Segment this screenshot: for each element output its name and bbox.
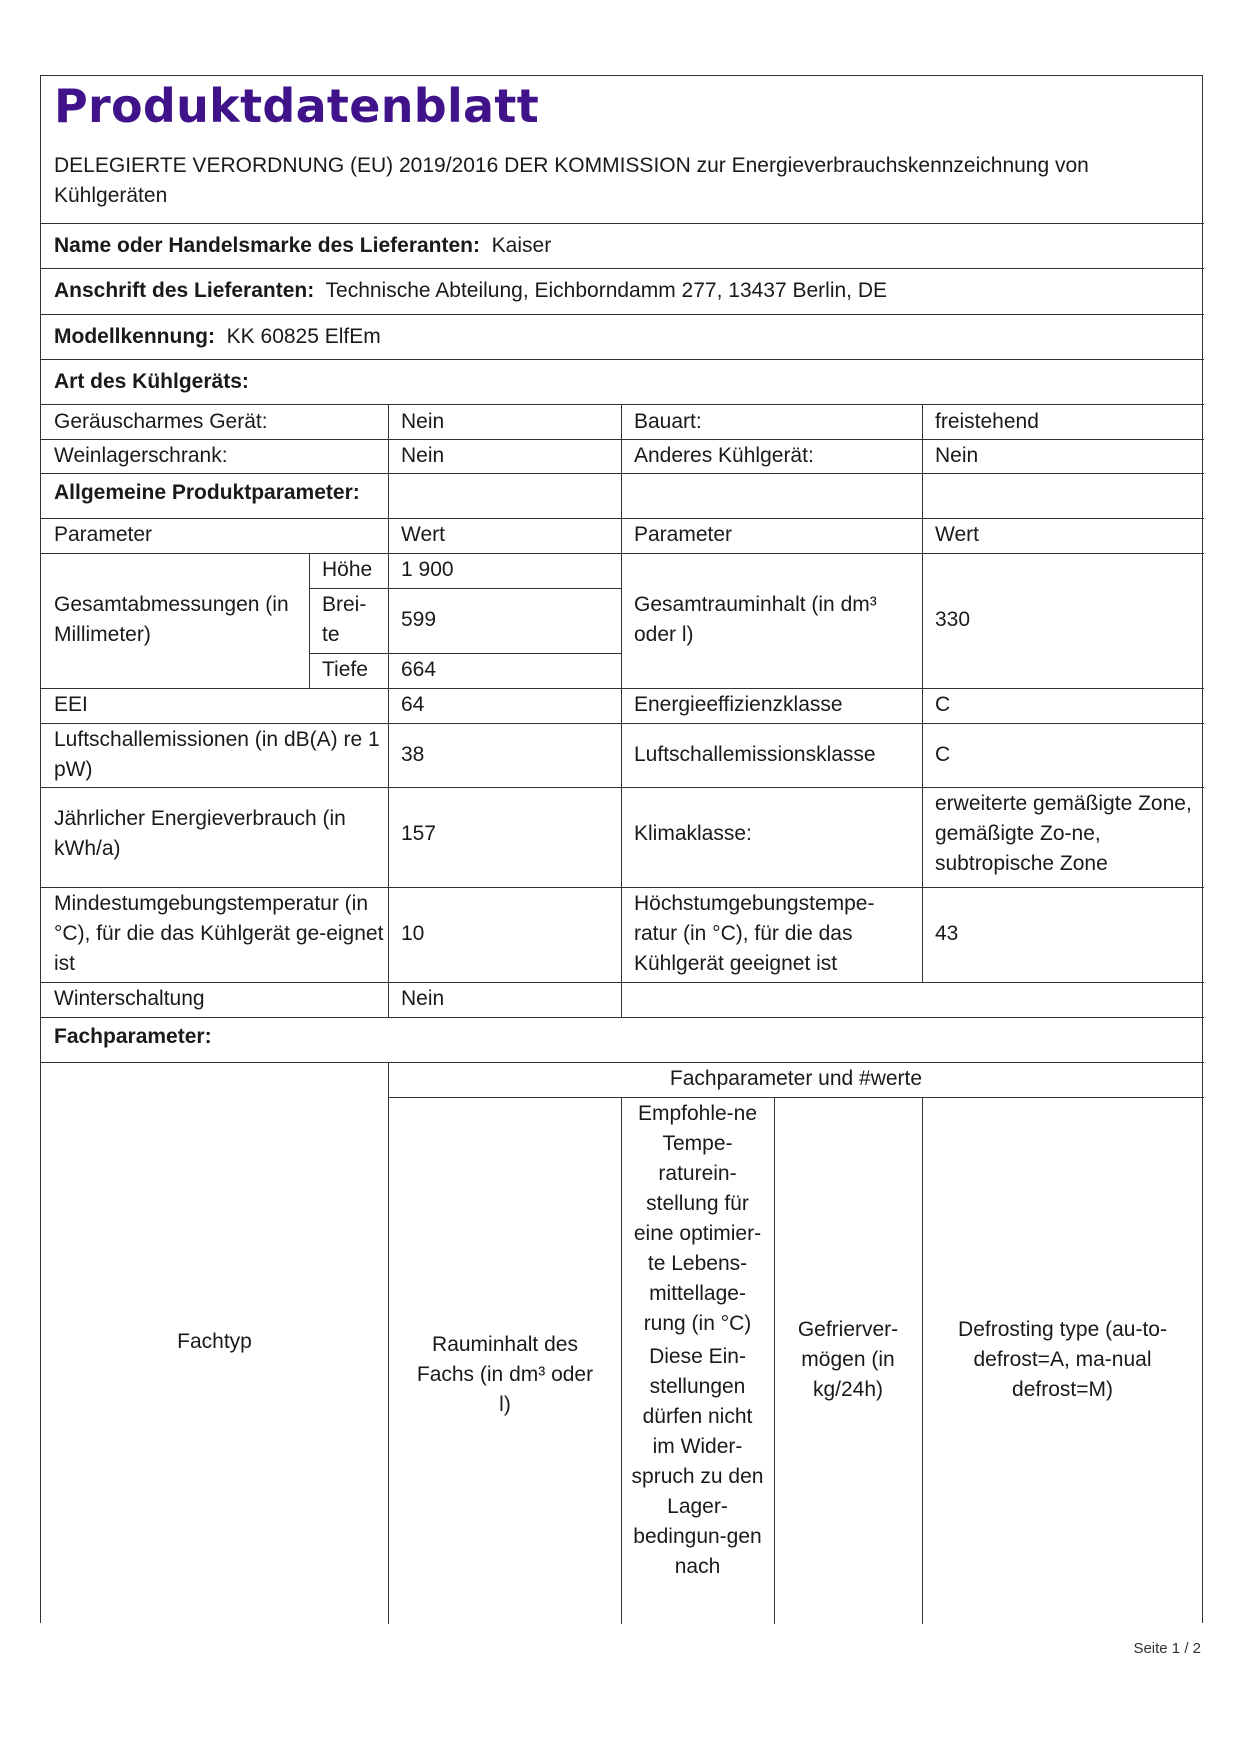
column-divider <box>922 1097 923 1624</box>
eei-value: 64 <box>401 693 425 716</box>
divider <box>41 518 1204 519</box>
divider <box>309 588 621 589</box>
header-parameter-1: Parameter <box>54 523 153 546</box>
regulation-text: DELEGIERTE VERORDNUNG (EU) 2019/2016 DER KOMMISSION zur Energieverbrauchskennzeichnung von Kühlgeräten <box>54 154 1089 207</box>
divider <box>41 223 1204 224</box>
divider <box>41 688 1204 689</box>
height-label: Höhe <box>322 558 373 581</box>
model-row <box>54 322 1194 352</box>
compartment-type-label: Fachtyp <box>177 1330 252 1353</box>
supplier-address-label: Anschrift des Lieferanten: <box>54 279 315 302</box>
construction-label: Bauart: <box>634 410 702 433</box>
divider <box>309 653 621 654</box>
column-divider <box>922 404 923 982</box>
divider <box>388 1097 1204 1098</box>
energy-class-label: Energieeffizienzklasse <box>634 693 843 716</box>
column-divider <box>621 404 622 1017</box>
divider <box>41 268 1204 269</box>
divider <box>41 439 1204 440</box>
climate-label: Klimaklasse: <box>634 822 752 845</box>
noise-value: 38 <box>401 743 425 766</box>
divider <box>41 887 1204 888</box>
supplier-name-row <box>54 231 1194 261</box>
annual-energy-label: Jährlicher Energieverbrauch (in kWh/a) <box>54 807 346 860</box>
construction-value: freistehend <box>935 410 1039 433</box>
column-divider <box>774 1097 775 1624</box>
width-label: Brei-te <box>322 593 367 646</box>
supplier-name-label: Name oder Handelsmarke des Lieferanten: <box>54 234 480 257</box>
eei-label: EEI <box>54 693 88 716</box>
supplier-address-value: Technische Abteilung, Eichborndamm 277, 13437 Berlin, DE <box>325 279 888 302</box>
wine-storage-value: Nein <box>401 444 445 467</box>
winter-label: Winterschaltung <box>54 987 205 1010</box>
supplier-address-row <box>54 276 1194 306</box>
model-value: KK 60825 ElfEm <box>226 325 381 348</box>
dimensions-label: Gesamtabmessungen (in Millimeter) <box>54 593 289 646</box>
annual-energy-value: 157 <box>401 822 437 845</box>
divider <box>41 1062 1204 1063</box>
max-temp-value: 43 <box>935 922 959 945</box>
height-value: 1 900 <box>401 558 454 581</box>
product-data-sheet <box>40 75 1203 1623</box>
divider <box>41 553 1204 554</box>
noise-class-value: C <box>935 743 951 766</box>
header-value-2: Wert <box>935 523 979 546</box>
other-appliance-value: Nein <box>935 444 979 467</box>
supplier-name-value: Kaiser <box>491 234 552 257</box>
divider <box>41 723 1204 724</box>
other-appliance-label: Anderes Kühlgerät: <box>634 444 814 467</box>
noise-label: Luftschallemissionen (in dB(A) re 1 pW) <box>54 728 380 781</box>
compartment-temp-note: Diese Ein-stellungen dürfen nicht im Wider-spruch zu den Lager-bedingun-gen nach <box>631 1345 764 1578</box>
compartment-group-header: Fachparameter und #werte <box>669 1067 923 1090</box>
low-noise-value: Nein <box>401 410 445 433</box>
general-section-heading: Allgemeine Produktparameter: <box>54 481 360 504</box>
column-divider <box>621 1097 622 1624</box>
winter-value: Nein <box>401 987 445 1010</box>
depth-value: 664 <box>401 658 437 681</box>
divider <box>41 787 1204 788</box>
column-divider <box>309 553 310 688</box>
column-divider <box>388 1062 389 1624</box>
climate-value: erweiterte gemäßigte Zone, gemäßigte Zo-ne, subtropische Zone <box>935 792 1192 875</box>
divider <box>41 359 1204 360</box>
page-number: Seite 1 / 2 <box>1133 1640 1201 1657</box>
volume-label: Gesamtrauminhalt (in dm³ oder l) <box>634 593 877 646</box>
divider <box>41 473 1204 474</box>
divider <box>41 982 1204 983</box>
compartment-section-heading: Fachparameter: <box>54 1025 212 1048</box>
divider <box>41 314 1204 315</box>
model-label: Modellkennung: <box>54 325 215 348</box>
compartment-defrost-label: Defrosting type (au-to-defrost=A, ma-nual defrost=M) <box>958 1318 1167 1401</box>
header-parameter-2: Parameter <box>634 523 733 546</box>
type-section-heading: Art des Kühlgeräts: <box>54 370 249 393</box>
low-noise-label: Geräuscharmes Gerät: <box>54 410 268 433</box>
header-value-1: Wert <box>401 523 445 546</box>
compartment-temp-label: Empfohle-ne Tempe-raturein-stellung für eine optimier-te Lebens-mittellage-rung (in °C) <box>633 1102 762 1335</box>
min-temp-value: 10 <box>401 922 425 945</box>
max-temp-label: Höchstumgebungstempe-ratur (in °C), für die das Kühlgerät geeignet ist <box>634 892 875 975</box>
compartment-freeze-label: Gefrierver-mögen (in kg/24h) <box>797 1318 899 1401</box>
divider <box>41 404 1204 405</box>
volume-value: 330 <box>935 608 971 631</box>
column-divider <box>388 404 389 1017</box>
compartment-volume-label: Rauminhalt des Fachs (in dm³ oder l) <box>416 1333 594 1416</box>
energy-class-value: C <box>935 693 951 716</box>
wine-storage-label: Weinlagerschrank: <box>54 444 228 467</box>
min-temp-label: Mindestumgebungstemperatur (in °C), für die das Kühlgerät ge-eignet ist <box>54 892 384 975</box>
noise-class-label: Luftschallemissionsklasse <box>634 743 876 766</box>
width-value: 599 <box>401 608 437 631</box>
depth-label: Tiefe <box>322 658 368 681</box>
page-title: Produktdatenblatt <box>54 79 539 133</box>
divider <box>41 1017 1204 1018</box>
